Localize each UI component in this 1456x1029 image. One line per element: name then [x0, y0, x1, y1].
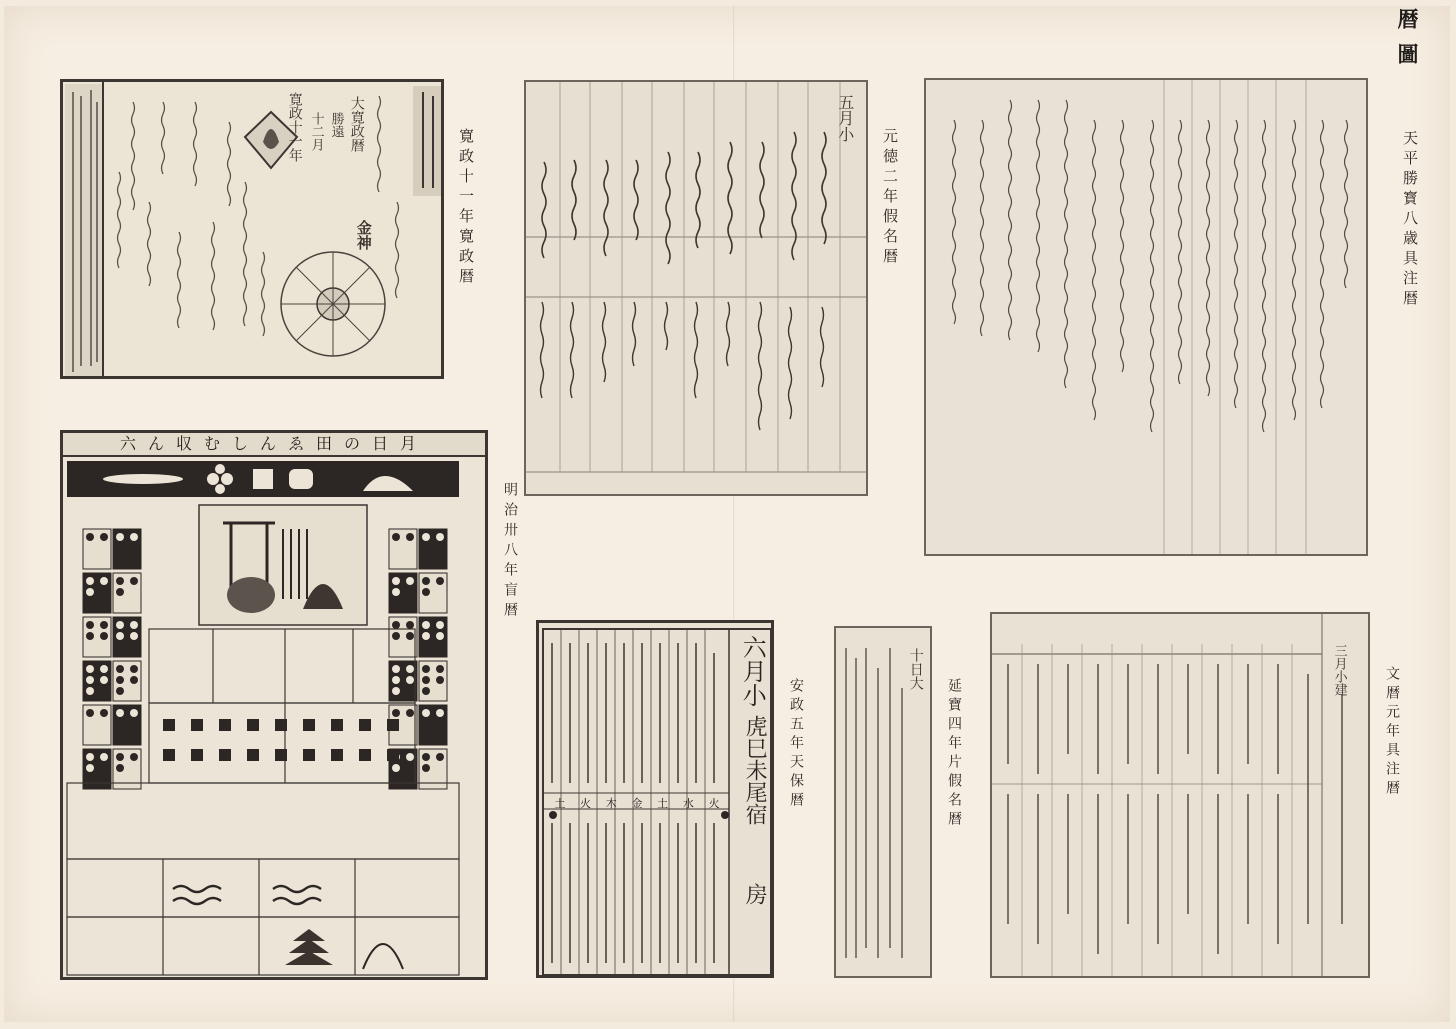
meiji-dot [422, 764, 430, 772]
meiji-symbol [303, 719, 315, 731]
caption-ansei: 安政五年天保暦 [788, 678, 804, 811]
meiji-dot [116, 577, 124, 585]
meiji-dot [392, 632, 400, 640]
meiji-dot [130, 676, 138, 684]
meiji-dot [116, 632, 124, 640]
kansei-col-2: 十二月 [308, 112, 324, 151]
plate-kansei-art [63, 82, 444, 379]
meiji-dot [86, 676, 94, 684]
meiji-dot [406, 621, 414, 629]
meiji-dot [116, 753, 124, 761]
meiji-symbol [387, 749, 399, 761]
meiji-symbol [275, 749, 287, 761]
meiji-dot [392, 764, 400, 772]
meiji-dot [116, 621, 124, 629]
meiji-dot [100, 709, 108, 717]
meiji-dot [116, 687, 124, 695]
meiji-dot [406, 709, 414, 717]
meiji-dot [130, 709, 138, 717]
meiji-dot [130, 665, 138, 673]
plate-bunreki [990, 612, 1370, 978]
meiji-dot [86, 753, 94, 761]
meiji-symbol [247, 719, 259, 731]
meiji-dot [116, 588, 124, 596]
plate-bunreki-art [992, 614, 1370, 978]
enpo-header: 十日大 [907, 648, 924, 690]
meiji-symbol [247, 749, 259, 761]
caption-genroku: 元徳二年假名暦 [881, 128, 899, 268]
meiji-dot [392, 709, 400, 717]
caption-tenpyo: 天平勝寳八歳具注暦 [1401, 130, 1419, 310]
meiji-dot [100, 533, 108, 541]
kansei-col-3: 勝遠 [328, 112, 344, 138]
meiji-dot [86, 632, 94, 640]
meiji-dot [436, 753, 444, 761]
meiji-dot [422, 665, 430, 673]
meiji-dot [436, 533, 444, 541]
ansei-day-cell: 水 [682, 797, 694, 810]
meiji-dot [130, 577, 138, 585]
page-title: 暦圖 [1395, 8, 1420, 78]
meiji-dot [422, 687, 430, 695]
meiji-dot [406, 665, 414, 673]
meiji-dot [422, 533, 430, 541]
ansei-day-cell: 火 [708, 797, 720, 810]
meiji-dot [86, 621, 94, 629]
plate-genroku [524, 80, 868, 496]
plate-genroku-art [526, 82, 868, 496]
meiji-symbol [359, 719, 371, 731]
caption-meiji: 明治卅八年盲暦 [502, 482, 518, 622]
kansei-col-4: 大寛政暦 [348, 96, 365, 152]
meiji-dot [422, 621, 430, 629]
meiji-dot [392, 621, 400, 629]
meiji-dot [100, 753, 108, 761]
plate-tenpyo [924, 78, 1368, 556]
meiji-dot [406, 533, 414, 541]
meiji-dot [392, 687, 400, 695]
plate-ansei [536, 620, 774, 978]
meiji-dot [86, 588, 94, 596]
plate-meiji [60, 430, 488, 980]
kansei-col-1: 寛政十一年 [286, 92, 303, 162]
meiji-dot [116, 764, 124, 772]
meiji-dot [406, 676, 414, 684]
ansei-day-cell: 金 [631, 797, 643, 810]
genroku-header: 五月小 [835, 94, 855, 142]
meiji-symbol [275, 719, 287, 731]
meiji-dot [392, 665, 400, 673]
meiji-dot [436, 676, 444, 684]
meiji-dot [116, 709, 124, 717]
meiji-dot [422, 753, 430, 761]
ansei-mid: 虎巳未尾宿 [742, 715, 768, 825]
meiji-symbol [163, 719, 175, 731]
meiji-dot [392, 676, 400, 684]
meiji-dot [392, 533, 400, 541]
meiji-dot [422, 577, 430, 585]
meiji-dot [116, 676, 124, 684]
ansei-header: 六月小 [738, 635, 767, 707]
meiji-dot [436, 665, 444, 673]
meiji-dot [100, 577, 108, 585]
ansei-day-cell: 土 [554, 797, 566, 810]
meiji-symbol [359, 749, 371, 761]
meiji-dot [422, 709, 430, 717]
kansei-badge: 金神 [354, 220, 373, 250]
meiji-symbol [331, 719, 343, 731]
meiji-dot [100, 632, 108, 640]
meiji-dot [436, 632, 444, 640]
meiji-dot [436, 709, 444, 717]
plate-enpo [834, 626, 932, 978]
meiji-symbol [219, 749, 231, 761]
meiji-dot [86, 577, 94, 585]
ansei-day-row [547, 795, 727, 809]
meiji-dot [100, 621, 108, 629]
meiji-dot [86, 533, 94, 541]
caption-kansei: 寛政十一年寛政暦 [457, 128, 475, 288]
plate-kansei [60, 79, 444, 379]
meiji-dot [422, 588, 430, 596]
ansei-day-cell: 木 [605, 797, 617, 810]
meiji-dot [86, 665, 94, 673]
meiji-symbol [163, 749, 175, 761]
meiji-dot [436, 577, 444, 585]
ansei-sub: 房 [742, 883, 768, 905]
meiji-dot [116, 533, 124, 541]
meiji-dot [406, 753, 414, 761]
meiji-dot [116, 665, 124, 673]
meiji-dot [130, 621, 138, 629]
plate-tenpyo-art [926, 80, 1368, 556]
meiji-dot [130, 632, 138, 640]
meiji-symbol [191, 719, 203, 731]
meiji-dot [436, 621, 444, 629]
meiji-dot [392, 588, 400, 596]
plate-meiji-art [63, 459, 488, 979]
meiji-symbol [219, 719, 231, 731]
meiji-dot [422, 676, 430, 684]
meiji-dot [392, 577, 400, 585]
meiji-dot [100, 665, 108, 673]
ansei-day-cell: 土 [657, 797, 669, 810]
meiji-symbol [331, 749, 343, 761]
meiji-dot [86, 709, 94, 717]
meiji-symbol [387, 719, 399, 731]
meiji-dot [130, 753, 138, 761]
caption-enpo: 延寶四年片假名暦 [946, 678, 962, 830]
meiji-header: 六ん収むしんゑ田の日月 [63, 433, 485, 457]
meiji-dot [100, 676, 108, 684]
caption-bunreki: 文暦元年具注暦 [1384, 666, 1400, 799]
bunreki-header: 三月小建 [1331, 644, 1347, 696]
meiji-symbol [303, 749, 315, 761]
meiji-dot [86, 764, 94, 772]
meiji-dot [130, 533, 138, 541]
ansei-day-cell: 火 [580, 797, 592, 810]
meiji-dot [406, 632, 414, 640]
meiji-dot [406, 577, 414, 585]
meiji-dot [422, 632, 430, 640]
meiji-symbol [191, 749, 203, 761]
meiji-dot [86, 687, 94, 695]
